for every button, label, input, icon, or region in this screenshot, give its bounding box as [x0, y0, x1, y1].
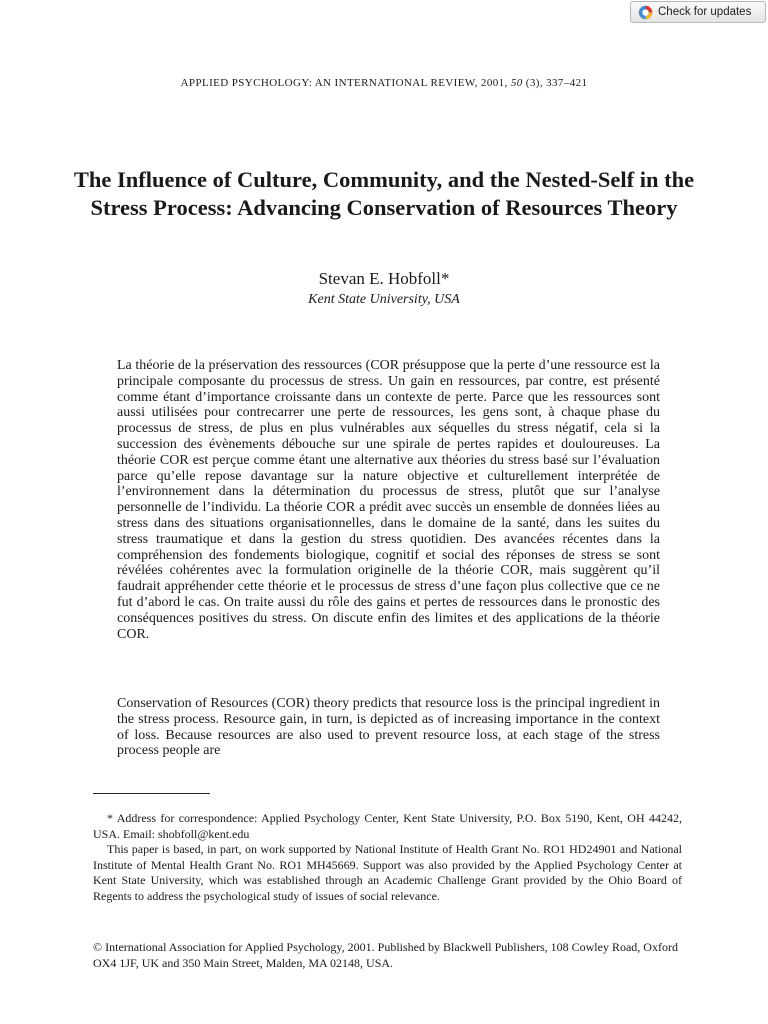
journal-volume: 50: [510, 77, 523, 89]
abstract-english: Conservation of Resources (COR) theory predicts that resource loss is the principal ingredient in the stress process. Resource gain, in turn, is depicted as of increasing importance in the context of loss. Because resources are also used to prevent resource loss, at each stage of the stress process people are: [117, 696, 660, 759]
author-affiliation: Kent State University, USA: [308, 292, 460, 307]
check-for-updates-button[interactable]: [630, 1, 766, 23]
copyright-notice: [93, 940, 682, 971]
journal-citation: APPLIED PSYCHOLOGY: AN INTERNATIONAL REVIEW, 2001,: [180, 77, 511, 89]
journal-issue-pages: (3), 337–421: [522, 77, 588, 89]
footnote-correspondence: * Address for correspondence: Applied Psychology Center, Kent State University, P.O. Box 5190, Kent, OH 44242, USA. Email: shobfoll@kent.edu: [93, 811, 682, 841]
footnote-divider: [93, 793, 210, 794]
copyright-text: International Association for Applied Psychology, 2001. Published by Blackwell Publishers, 108 Cowley Road, Oxford OX4 1JF, UK and 350 Main Street, Malden, MA 02148, USA.: [93, 940, 678, 970]
check-for-updates-label: Check for updates: [658, 6, 752, 18]
article-title: The Influence of Culture, Community, and the Nested-Self in the Stress Process: Advancing Conservation of Resources Theory: [73, 167, 695, 220]
article-author: Stevan E. Hobfoll*: [318, 269, 450, 288]
footnote-funding: This paper is based, in part, on work supported by National Institute of Health Grant No. RO1 HD24901 and National Institute of Mental Health Grant No. RO1 MH45669. Support was also provided by the Applied Psychology Center at Kent State University, which was established through an Academic Challenge Grant provided by the Ohio Board of Regents to address the psychological study of issues of social relevance.: [93, 842, 682, 903]
journal-header: [0, 77, 768, 89]
crossmark-icon: [638, 5, 653, 20]
copyright-symbol: ©: [93, 940, 103, 954]
abstract-french: La théorie de la préservation des ressources (COR présuppose que la perte d’une ressource est la principale composante du processus de stress. Un gain en ressources, par contre, est présenté comme étant d’importance croissante dans un contexte de perte. Parce que les ressources sont aussi utilisées pour contrecarrer une perte de ressources, les gens sont, à chaque phase du processus de stress, de plus en plus vulnérables aux séquelles du stress négatif, cela si la succession des évènements débouche sur une spirale de pertes rapides et douloureuses. La théorie COR est perçue comme étant une alternative aux théories du stress basé sur l’évaluation parce qu’elle repose davantage sur la nature objective et culturellement interprétée de l’environnement dans la détermination du processus de stress, plutôt que sur l’analyse personnelle de l’individu. La théorie COR a prédit avec succès un ensemble de données liées au stress dans des situations organisationnelles, dans le domaine de la santé, dans les suites du stress traumatique et dans la gestion du stress quotidien. Des avancées récentes dans la compréhension des fondements biologique, cognitif et social des réponses de stress se sont révélées cohérentes avec la formulation originelle de la théorie COR, mais suggèrent qu’il faudrait appréhender cette théorie et le processus de stress d’une façon plus collective que ce ne fut d’abord le cas. On traite aussi du rôle des gains et pertes de ressources dans le pronostic des conséquences positives du stress. On discute enfin des limites et des applications de la théorie COR.: [117, 358, 660, 642]
